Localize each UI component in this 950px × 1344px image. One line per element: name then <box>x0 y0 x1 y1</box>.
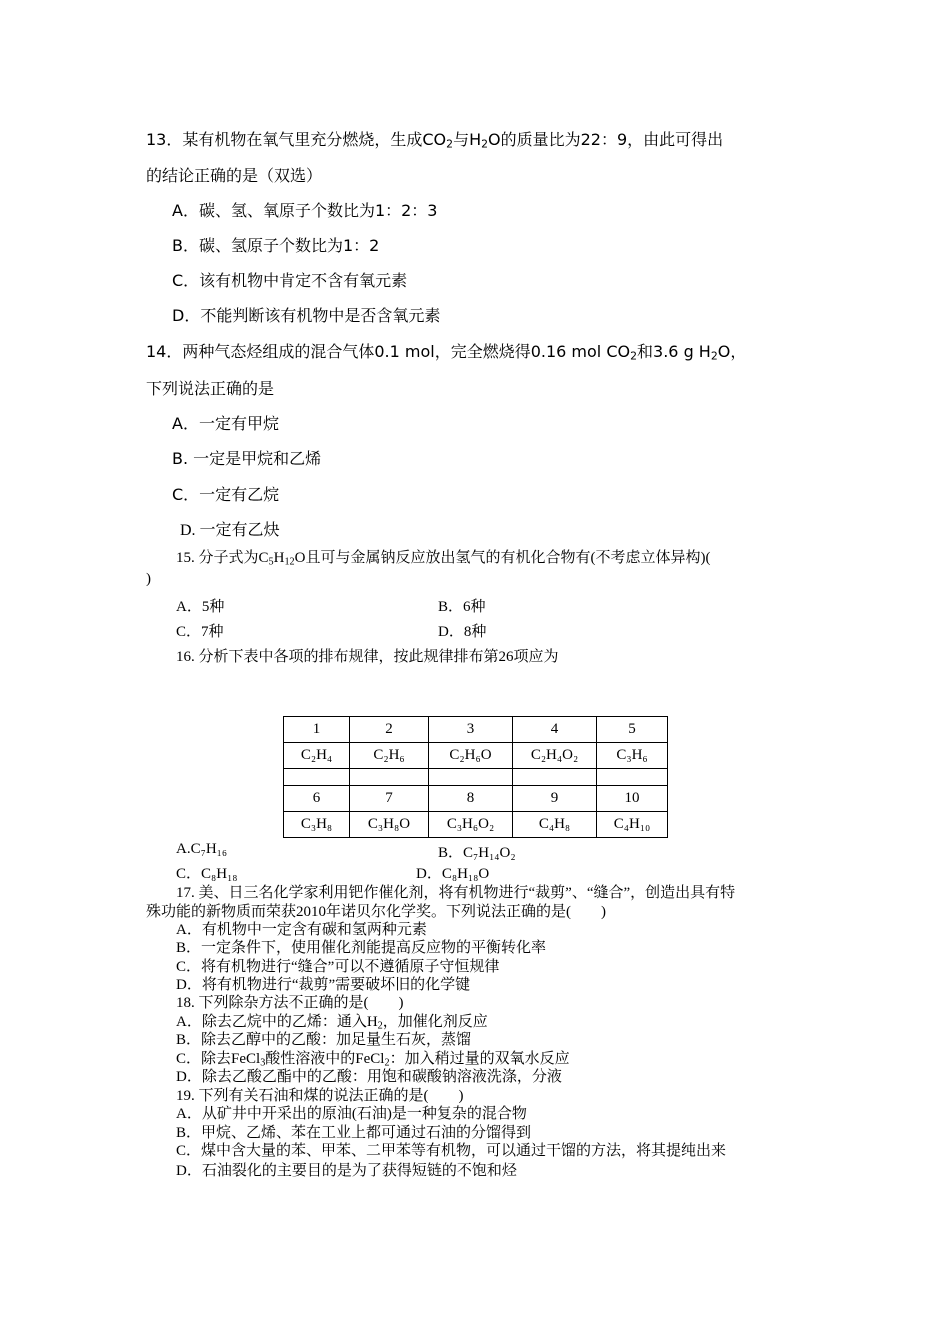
q17-stem-line2: 殊功能的新物质而荣获2010年诺贝尔化学奖。下列说法正确的是( ) <box>146 904 606 920</box>
q17-option-b: B．一定条件下，使用催化剂能提高反应物的平衡转化率 <box>176 940 547 956</box>
q14-option-a: A．一定有甲烷 <box>172 414 279 433</box>
table-cell: C₂H₆ <box>350 743 429 769</box>
table-row <box>284 786 668 812</box>
q19-option-a: A．从矿井中开采出的原油(石油)是一种复杂的混合物 <box>176 1106 527 1122</box>
q19-option-d: D．石油裂化的主要目的是为了获得短链的不饱和烃 <box>176 1163 517 1179</box>
q14-option-b: B. 一定是甲烷和乙烯 <box>172 449 322 468</box>
table-cell: 1 <box>284 717 350 743</box>
q16-option-a: A.C₇H₁₆ <box>176 841 228 857</box>
table-cell: 8 <box>429 786 513 812</box>
q13-option-d: D．不能判断该有机物中是否含氧元素 <box>172 306 441 325</box>
table-cell: C₃H₈O <box>350 812 429 838</box>
table-cell: C₄H₈ <box>513 812 597 838</box>
q14-option-d: D. 一定有乙炔 <box>180 522 280 539</box>
table-cell: C₂H₄ <box>284 743 350 769</box>
table-cell: C₃H₆O₂ <box>429 812 513 838</box>
table-cell: 6 <box>284 786 350 812</box>
q18-option-a: A．除去乙烷中的乙烯：通入$H_2$，加催化剂反应 <box>176 1014 488 1032</box>
q16-option-c: C．C₈H₁₈ <box>176 866 238 882</box>
table-cell: 3 <box>429 717 513 743</box>
table-cell: 2 <box>350 717 429 743</box>
q16-option-d: D．C₈H₁₈O <box>416 866 490 882</box>
q19-option-b: B．甲烷、乙烯、苯在工业上都可通过石油的分馏得到 <box>176 1125 532 1141</box>
table-cell: 5 <box>597 717 668 743</box>
table-row <box>284 717 668 743</box>
q18-stem: 18. 下列除杂方法不正确的是( ) <box>176 995 404 1011</box>
table-cell: 7 <box>350 786 429 812</box>
q15-option-b: B．6种 <box>438 599 486 615</box>
q13-stem-line1: 13．某有机物在氧气里充分燃烧，生成$CO_2$与$H_2O$的质量比为22：9，由此可得出 <box>146 130 724 151</box>
table-cell: 10 <box>597 786 668 812</box>
table-row <box>284 812 668 838</box>
table-cell <box>350 769 429 786</box>
q16-stem: 16. 分析下表中各项的排布规律，按此规律排布第26项应为 <box>176 649 559 665</box>
q17-option-c: C．将有机物进行“缝合”可以不遵循原子守恒规律 <box>176 959 500 975</box>
q18-option-d: D．除去乙酸乙酯中的乙酸：用饱和碳酸钠溶液洗涤，分液 <box>176 1069 562 1085</box>
table-cell <box>429 769 513 786</box>
q13-option-b: B．碳、氢原子个数比为1：2 <box>172 236 380 255</box>
table-cell: C₄H₁₀ <box>597 812 668 838</box>
table-row <box>284 743 668 769</box>
q15-option-c: C．7种 <box>176 624 224 640</box>
table-cell: C₃H₈ <box>284 812 350 838</box>
table-cell: C₃H₆ <box>597 743 668 769</box>
q19-option-c: C．煤中含大量的苯、甲苯、二甲苯等有机物，可以通过干馏的方法，将其提纯出来 <box>176 1143 727 1159</box>
table-cell: 4 <box>513 717 597 743</box>
q18-option-b: B．除去乙醇中的乙酸：加足量生石灰，蒸馏 <box>176 1032 472 1048</box>
table-cell <box>513 769 597 786</box>
table-cell: C₂H₄O₂ <box>513 743 597 769</box>
table-row-empty <box>284 769 668 786</box>
q14-stem-line2: 下列说法正确的是 <box>146 379 275 398</box>
q16-option-b: B．C₇H₁₄O₂ <box>438 845 516 861</box>
q15-option-d: D．8种 <box>438 624 487 640</box>
q15-stem-line2: ) <box>146 571 151 587</box>
q15-option-a: A．5种 <box>176 599 225 615</box>
q17-stem-line1: 17. 美、日三名化学家利用钯作催化剂，将有机物进行“裁剪”、“缝合”，创造出具有特 <box>176 885 736 901</box>
table-cell: C₂H₆O <box>429 743 513 769</box>
q17-option-d: D．将有机物进行“裁剪”需要破坏旧的化学键 <box>176 977 471 993</box>
q17-option-a: A．有机物中一定含有碳和氢两种元素 <box>176 922 427 938</box>
q14-stem-line1: 14．两种气态烃组成的混合气体0.1 mol，完全燃烧得0.16 mol $CO_2$和3.6 g $H_2O$， <box>146 342 747 363</box>
q18-option-c: C．除去FeCl$_3$酸性溶液中的FeCl$_2$：加入稍过量的双氧水反应 <box>176 1051 570 1069</box>
table-cell <box>284 769 350 786</box>
q15-stem-line1: 15. 分子式为$C_5H_{12}O$且可与金属钠反应放出氢气的有机化合物有(不考虑立体异构)( <box>176 550 711 568</box>
table-cell <box>597 769 668 786</box>
q13-option-a: A．碳、氢、氧原子个数比为1：2：3 <box>172 201 438 220</box>
q13-stem-line2: 的结论正确的是（双选） <box>146 166 323 185</box>
q19-stem: 19. 下列有关石油和煤的说法正确的是( ) <box>176 1088 464 1104</box>
q16-sequence-table <box>283 716 668 838</box>
table-cell: 9 <box>513 786 597 812</box>
q13-option-c: C．该有机物中肯定不含有氧元素 <box>172 271 408 290</box>
q14-option-c: C．一定有乙烷 <box>172 485 280 504</box>
